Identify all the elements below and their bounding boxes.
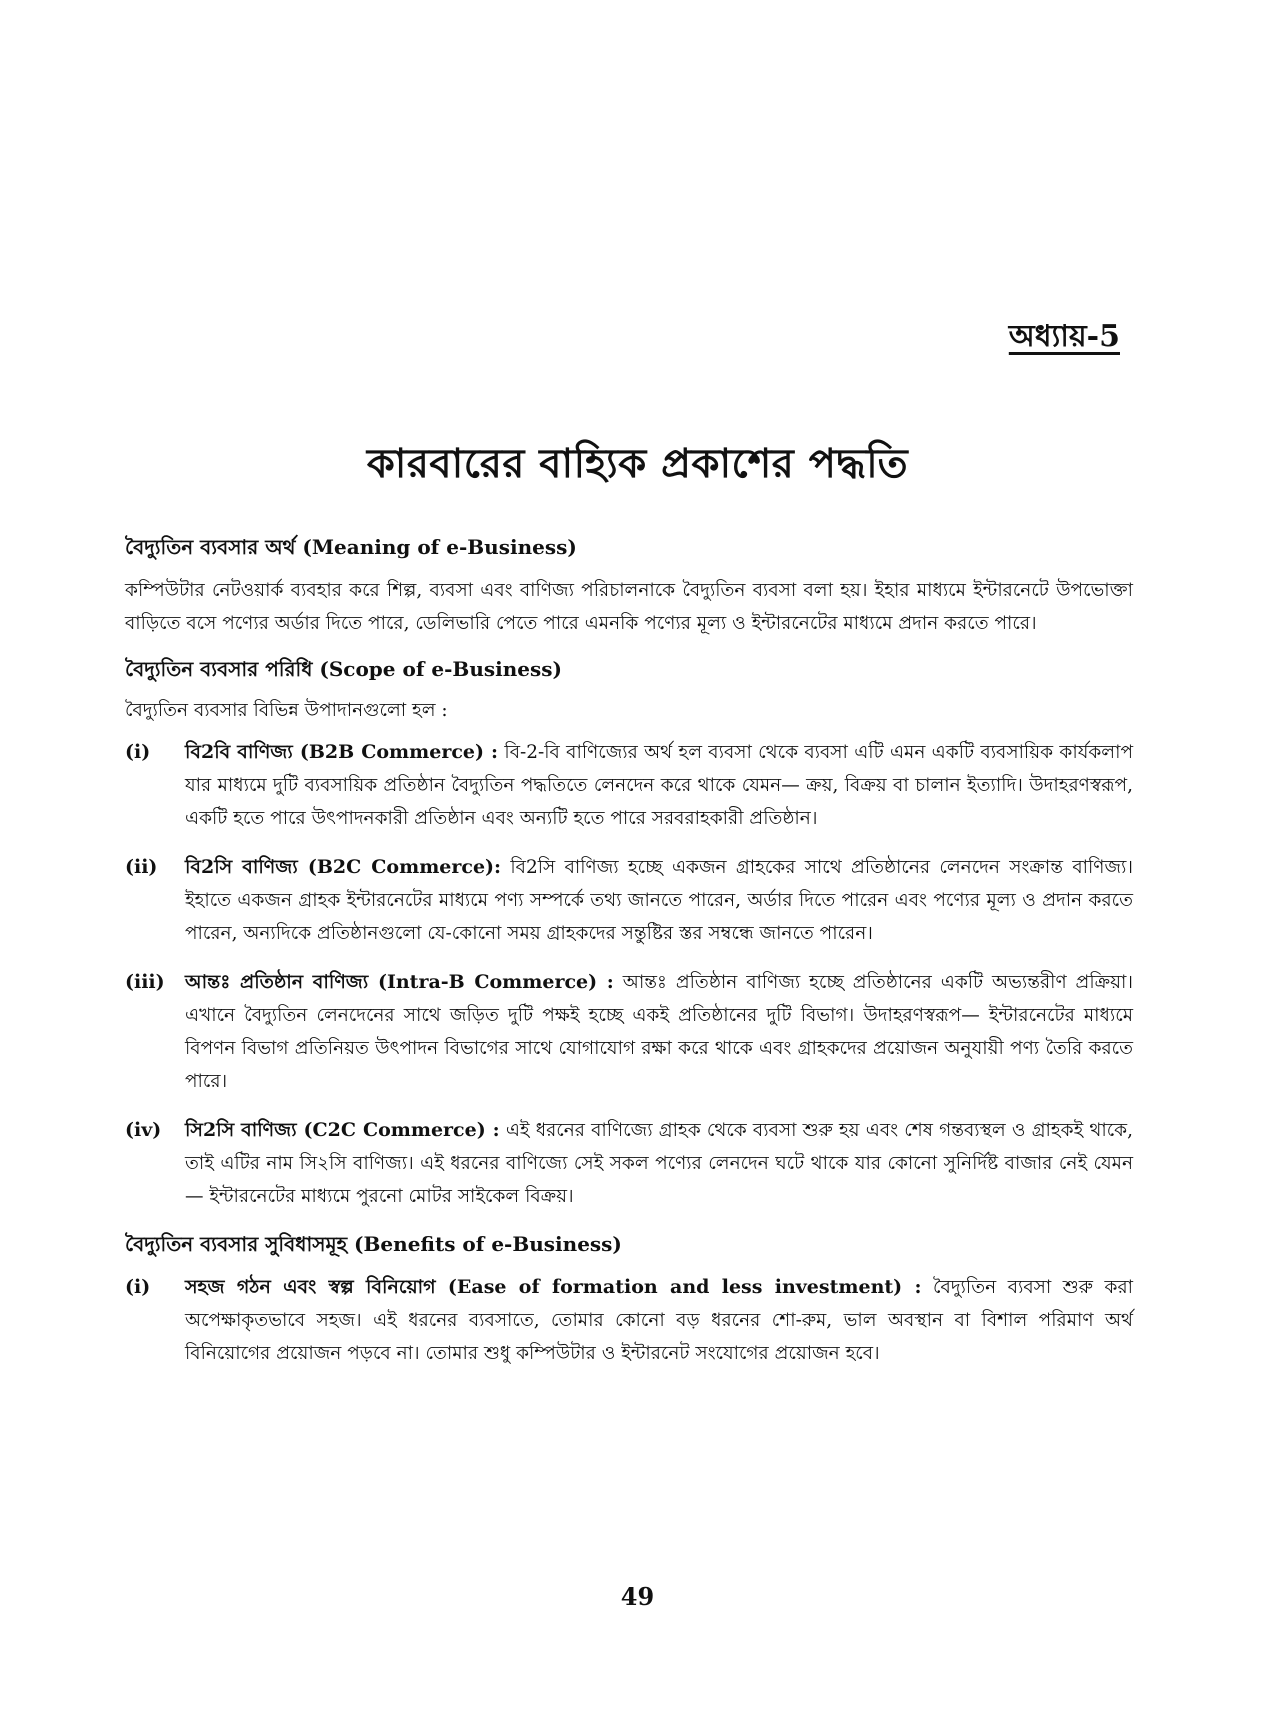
item-text: বি2সি বাণিজ্য হচ্ছে একজন গ্রাহকের সাথে প্রতিষ্ঠানের লেনদেন সংক্রান্ত বাণিজ্য। ইহাতে একজন গ্রাহক ইন্টারনেটের মাধ্যমে পণ্য সম্পর্কে তথ্য জানতে পারেন, অর্ডার দিতে পারেন এবং পণ্যের মূল্য ও প্রদান করতে পারেন, অন্যদিকে প্রতিষ্ঠানগুলো যে-কোনো সময় গ্রাহকদের সন্তুষ্টির স্তর সম্বন্ধে জানতে পারেন।	[185, 857, 1133, 944]
scope-item-c2c	[125, 1114, 1133, 1213]
item-body	[185, 736, 1133, 835]
item-text: আন্তঃ প্রতিষ্ঠান বাণিজ্য হচ্ছে প্রতিষ্ঠানের একটি অভ্যন্তরীণ প্রক্রিয়া। এখানে বৈদ্যুতিন লেনদেনের সাথে জড়িত দুটি পক্ষই হচ্ছে একই প্রতিষ্ঠানের দুটি বিভাগ। উদাহরণস্বরূপ— ইন্টারনেটের মাধ্যমে বিপণন বিভাগ প্রতিনিয়ত উৎপাদন বিভাগের সাথে যোগাযোগ রক্ষা করে থাকে এবং গ্রাহকদের প্রয়োজন অনুযায়ী পণ্য তৈরি করতে পারে।	[185, 972, 1134, 1092]
item-number: (i)	[125, 741, 151, 763]
item-term: আন্তঃ প্রতিষ্ঠান বাণিজ্য (Intra-B Commerce) :	[185, 971, 614, 993]
benefits-item-ease	[125, 1271, 1133, 1370]
benefits-heading: বৈদ্যুতিন ব্যবসার সুবিধাসমূহ (Benefits of e-Business)	[125, 1232, 622, 1256]
item-text: এই ধরনের বাণিজ্যে গ্রাহক থেকে ব্যবসা শুরু হয় এবং শেষ গন্তব্যস্থল ও গ্রাহকই থাকে, তাই এটির নাম সি২সি বাণিজ্য। এই ধরনের বাণিজ্যে সেই সকল পণ্যের লেনদেন ঘটে থাকে যার কোনো সুনির্দিষ্ট বাজার নেই যেমন— ইন্টারনেটের মাধ্যমে পুরনো মোটর সাইকেল বিক্রয়।	[185, 1120, 1134, 1207]
item-number: (i)	[125, 1276, 151, 1298]
page-title: কারবারের বাহ্যিক প্রকাশের পদ্ধতি	[366, 440, 909, 487]
meaning-heading: বৈদ্যুতিন ব্যবসার অর্থ (Meaning of e-Business)	[125, 535, 577, 559]
main-content	[125, 532, 1133, 1386]
scope-item-intra-b	[125, 966, 1133, 1098]
scope-item-b2c	[125, 851, 1133, 950]
chapter-label: অধ্যায়-5	[1008, 319, 1120, 354]
page-number: 49	[620, 1582, 655, 1611]
scope-item-b2b	[125, 736, 1133, 835]
item-term: বি2সি বাণিজ্য (B2C Commerce):	[185, 856, 502, 878]
item-term: সহজ গঠন এবং স্বল্প বিনিয়োগ (Ease of formation and less investment) :	[185, 1276, 922, 1298]
item-text: বি-2-বি বাণিজ্যের অর্থ হল ব্যবসা থেকে ব্যবসা এটি এমন একটি ব্যবসায়িক কার্যকলাপ যার মাধ্যমে দুটি ব্যবসায়িক প্রতিষ্ঠান বৈদ্যুতিন পদ্ধতিতে লেনদেন করে থাকে যেমন— ক্রয়, বিক্রয় বা চালান ইত্যাদি। উদাহরণস্বরূপ, একটি হতে পারে উৎপাদনকারী প্রতিষ্ঠান এবং অন্যটি হতে পারে সরবরাহকারী প্রতিষ্ঠান।	[185, 742, 1134, 829]
item-body	[185, 851, 1133, 950]
item-number: (ii)	[125, 856, 158, 878]
item-term: বি2বি বাণিজ্য (B2B Commerce) :	[185, 741, 499, 763]
scope-intro: বৈদ্যুতিন ব্যবসার বিভিন্ন উপাদানগুলো হল :	[125, 700, 448, 721]
meaning-paragraph: কম্পিউটার নেটওয়ার্ক ব্যবহার করে শিল্প, ব্যবসা এবং বাণিজ্য পরিচালনাকে বৈদ্যুতিন ব্যবসা বলা হয়। ইহার মাধ্যমে ইন্টারনেটে উপভোক্তা বাড়িতে বসে পণ্যের অর্ডার দিতে পারে, ডেলিভারি পেতে পারে এমনকি পণ্যের মূল্য ও ইন্টারনেটের মাধ্যমে প্রদান করতে পারে।	[125, 580, 1133, 634]
item-term: সি2সি বাণিজ্য (C2C Commerce) :	[185, 1119, 500, 1141]
item-body	[185, 966, 1133, 1098]
item-text: বৈদ্যুতিন ব্যবসা শুরু করা অপেক্ষাকৃতভাবে সহজ। এই ধরনের ব্যবসাতে, তোমার কোনো বড় ধরনের শো-রুম, ভাল অবস্থান বা বিশাল পরিমাণ অর্থ বিনিয়োগের প্রয়োজন পড়বে না। তোমার শুধু কম্পিউটার ও ইন্টারনেট সংযোগের প্রয়োজন হবে।	[185, 1277, 1133, 1364]
item-number: (iii)	[125, 971, 165, 993]
item-body	[185, 1271, 1133, 1370]
item-body	[185, 1114, 1133, 1213]
scope-heading: বৈদ্যুতিন ব্যবসার পরিধি (Scope of e-Business)	[125, 657, 562, 681]
item-number: (iv)	[125, 1119, 162, 1141]
